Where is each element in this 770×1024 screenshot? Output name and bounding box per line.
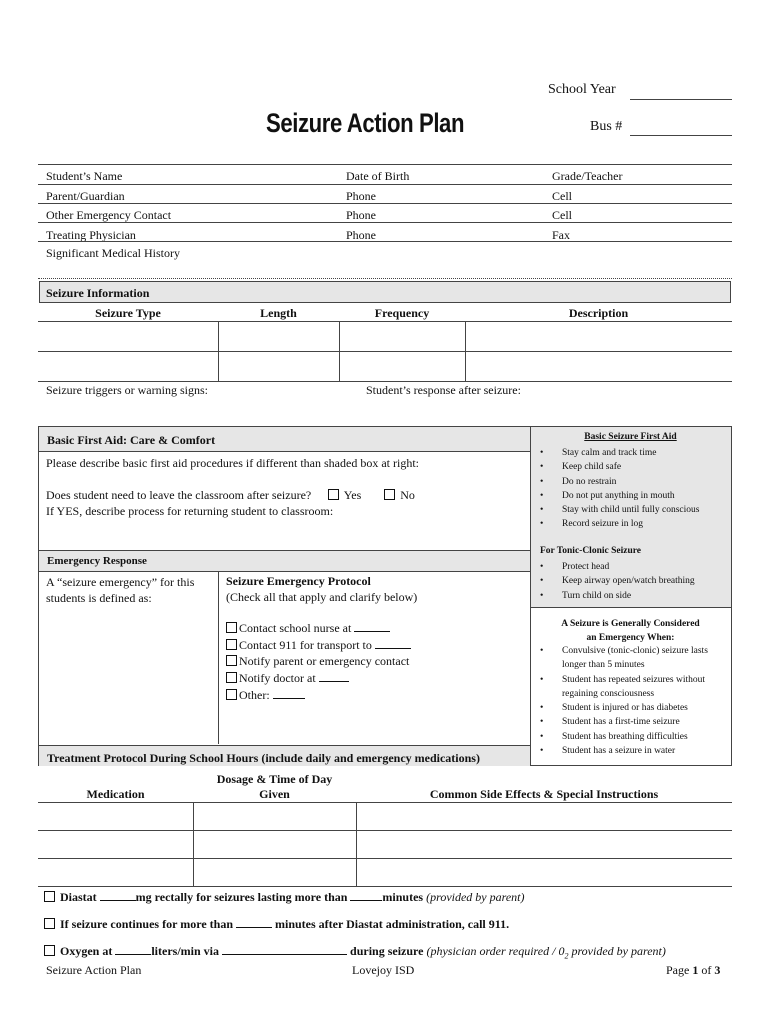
tonic-clonic-title: For Tonic-Clonic Seizure (540, 546, 641, 556)
leave-classroom-question: Does student need to leave the classroom after seizure? Yes No (46, 488, 415, 502)
col-description: Description (568, 306, 629, 320)
emergency-contact-label: Other Emergency Contact (46, 208, 172, 222)
emergency-response-title: Emergency Response (47, 555, 147, 567)
list-item: • Student has a first-time seizure (538, 715, 708, 729)
diastat-line[interactable]: Diastat mg rectally for seizures lasting more than minutes (provided by parent) (44, 890, 525, 905)
fax-label: Fax (552, 227, 570, 242)
treating-physician-label: Treating Physician (46, 227, 136, 242)
page-number: Page 1 of 3 (666, 963, 721, 977)
protocol-options (226, 620, 411, 704)
parent-phone-label: Phone (346, 188, 376, 203)
list-item: • Student has breathing difficulties (538, 730, 708, 744)
col-seizure-type: Seizure Type (95, 306, 161, 320)
contact-911-option[interactable]: Contact 911 for transport to (226, 637, 411, 654)
col-length: Length (260, 306, 297, 320)
list-item: • Do no restrain (538, 475, 699, 489)
protocol-title: Seizure Emergency Protocol (226, 574, 371, 588)
emergency-when-list: • Convulsive (tonic-clonic) seizure lasts longer than 5 minutes • Student has repeated seizures without regaining consciousness • Student is injured or has diabetes • Student has a first-time seizure • Student has breathing difficulties • Student has a seizure in water (538, 644, 708, 758)
response-label: Student’s response after seizure: (366, 383, 521, 397)
student-info-left (46, 167, 180, 262)
list-item: • Stay with child until fully conscious (538, 503, 699, 517)
list-item: • Keep child safe (538, 460, 699, 474)
student-name-label: Student’s Name (46, 169, 123, 183)
other-option[interactable]: Other: (226, 687, 411, 704)
tonic-clonic-list (538, 560, 695, 603)
parent-cell-label: Cell (552, 188, 572, 203)
list-item: • Student is injured or has diabetes (538, 701, 708, 715)
col-medication: Medication (86, 787, 145, 801)
emergency-when-title: A Seizure is Generally Considered an Emergency When: (561, 619, 700, 643)
list-item: • Protect head (538, 560, 695, 574)
yes-checkbox[interactable]: Yes (328, 488, 361, 502)
protocol-subtitle: (Check all that apply and clarify below) (226, 590, 418, 604)
grade-teacher-label: Grade/Teacher (552, 169, 623, 183)
triggers-label: Seizure triggers or warning signs: (46, 383, 208, 397)
school-year-field[interactable] (630, 99, 732, 100)
basic-first-aid-list (538, 446, 699, 532)
no-checkbox[interactable]: No (384, 488, 415, 502)
physician-phone-label: Phone (346, 227, 376, 242)
basic-first-aid-title: Basic Seizure First Aid (584, 432, 677, 442)
notify-parent-option[interactable]: Notify parent or emergency contact (226, 653, 411, 670)
contact-nurse-option[interactable]: Contact school nurse at (226, 620, 411, 637)
student-info-middle (346, 167, 409, 245)
treatment-title: Treatment Protocol During School Hours (include daily and emergency medications) (47, 751, 480, 765)
col-dosage: Dosage & Time of Day Given (216, 772, 333, 801)
notify-doctor-option[interactable]: Notify doctor at (226, 670, 411, 687)
school-year-label: School Year (548, 82, 616, 97)
student-info-right (552, 167, 622, 245)
emergency-definition: A “seizure emergency” for this students is defined as: (46, 575, 195, 605)
list-item: • Turn child on side (538, 589, 695, 603)
if-yes-text: If YES, describe process for returning student to classroom: (46, 504, 334, 518)
bus-field[interactable] (630, 135, 732, 136)
continues-line[interactable]: If seizure continues for more than minutes after Diastat administration, call 911. (44, 917, 509, 932)
oxygen-line[interactable]: Oxygen at liters/min via during seizure (physician order required / $0_2$ provided by parent) (44, 944, 666, 960)
bus-label: Bus # (590, 119, 623, 134)
first-aid-title: Basic First Aid: Care & Comfort (47, 433, 216, 447)
footer-center: Lovejoy ISD (352, 963, 415, 977)
col-side-effects: Common Side Effects & Special Instructions (429, 787, 659, 801)
list-item: • Keep airway open/watch breathing (538, 574, 695, 588)
contact-phone-label: Phone (346, 208, 376, 222)
describe-text: Please describe basic first aid procedures if different than shaded box at right: (46, 456, 419, 470)
list-item: • Record seizure in log (538, 517, 699, 531)
list-item: • Stay calm and track time (538, 446, 699, 460)
footer-left: Seizure Action Plan (46, 963, 142, 977)
parent-guardian-label: Parent/Guardian (46, 188, 125, 203)
dob-label: Date of Birth (346, 169, 410, 183)
list-item: • Student has a seizure in water (538, 744, 708, 758)
list-item: • Student has repeated seizures without (538, 673, 708, 687)
medical-history-label: Significant Medical History (46, 245, 180, 260)
page-title: Seizure Action Plan (266, 108, 465, 138)
seizure-info-title: Seizure Information (46, 286, 150, 300)
col-frequency: Frequency (374, 306, 430, 320)
list-item: • Do not put anything in mouth (538, 489, 699, 503)
contact-cell-label: Cell (552, 208, 572, 222)
list-item: • Convulsive (tonic-clonic) seizure lasts (538, 644, 708, 658)
